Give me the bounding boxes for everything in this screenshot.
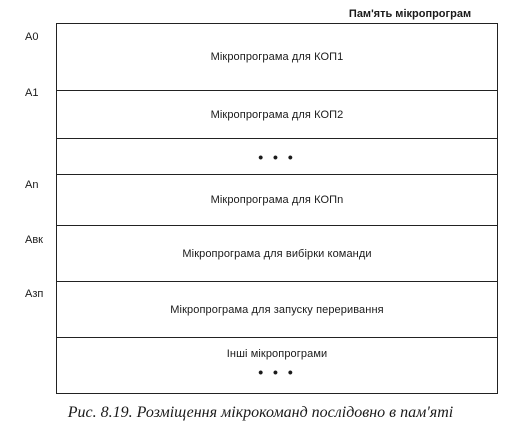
memory-row-kop2: [57, 90, 497, 138]
figure-caption: Рис. 8.19. Розміщення мікрокоманд послідовно в пам'яті: [67, 404, 454, 421]
memory-title: Пам'ять мікропрограм: [348, 8, 472, 20]
address-azp: Азп: [25, 288, 44, 300]
row-label: Мікропрограма для КОП1: [210, 51, 344, 63]
address-a1: А1: [25, 87, 39, 99]
memory-row-fetch: [57, 225, 497, 281]
row-label: Інші мікропрограми: [226, 348, 328, 360]
row-label: Мікропрограма для запуску переривання: [170, 303, 384, 316]
memory-row-interrupt: [57, 281, 497, 337]
address-avk: Авк: [25, 234, 43, 246]
row-label: Мікропрограма для КОП2: [210, 108, 344, 121]
memory-row-kopn: [57, 174, 497, 225]
address-an: Аn: [25, 179, 39, 191]
row-label: Мікропрограма для вибірки команди: [182, 247, 372, 260]
memory-row-ellipsis: [57, 138, 497, 174]
memory-row-kop1: [57, 24, 497, 90]
row-label: Мікропрограма для КОПn: [210, 194, 344, 206]
ellipsis: • • •: [258, 148, 296, 165]
address-a0: А0: [25, 31, 39, 43]
ellipsis: • • •: [258, 364, 296, 380]
memory-row-others: [57, 337, 497, 393]
microprogram-memory: [56, 23, 498, 394]
